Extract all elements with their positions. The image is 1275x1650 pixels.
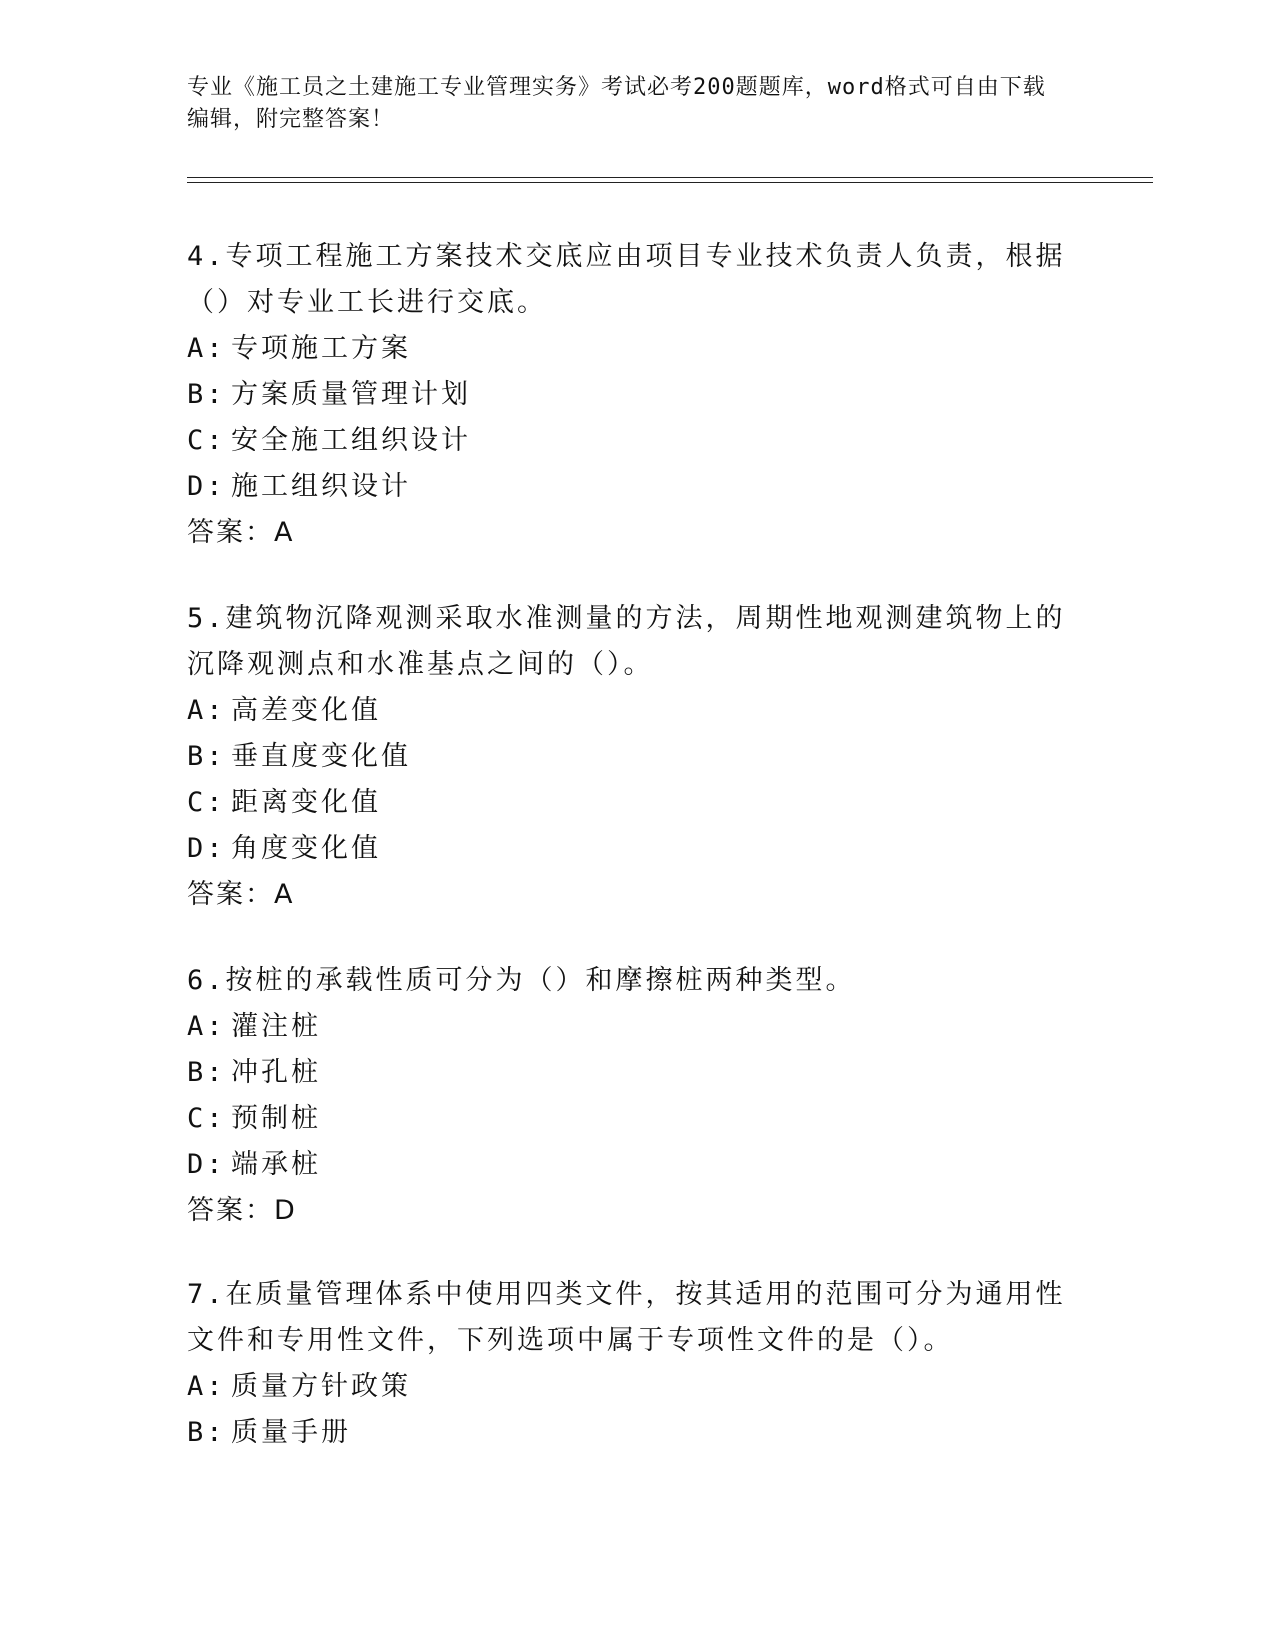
option-text: 冲孔桩 [231, 1057, 321, 1088]
option-b [187, 734, 1067, 780]
answer-line: 答案：A [187, 517, 295, 548]
option-text: 质量手册 [231, 1417, 351, 1448]
option-a [187, 688, 1067, 734]
option-text: 专项施工方案 [231, 333, 411, 364]
option-text: 灌注桩 [231, 1011, 321, 1042]
question-7 [187, 1272, 1067, 1456]
option-key: A: [187, 1371, 226, 1402]
option-c [187, 1096, 1067, 1142]
option-key: C: [187, 787, 226, 818]
option-key: A: [187, 695, 226, 726]
option-key: A: [187, 1011, 226, 1042]
option-key: D: [187, 471, 226, 502]
option-key: B: [187, 1417, 226, 1448]
option-a [187, 1364, 1067, 1410]
question-5 [187, 596, 1067, 918]
option-key: C: [187, 1103, 226, 1134]
option-text: 高差变化值 [231, 695, 381, 726]
option-b [187, 1050, 1067, 1096]
option-d [187, 826, 1067, 872]
option-key: B: [187, 741, 226, 772]
option-text: 角度变化值 [231, 833, 381, 864]
option-key: D: [187, 833, 226, 864]
option-text: 施工组织设计 [231, 471, 411, 502]
header-divider-bottom [187, 182, 1153, 183]
option-key: B: [187, 379, 226, 410]
question-6 [187, 958, 1067, 1234]
option-b [187, 372, 1067, 418]
header-divider-top [187, 177, 1153, 178]
option-text: 方案质量管理计划 [231, 379, 471, 410]
option-key: B: [187, 1057, 226, 1088]
option-text: 距离变化值 [231, 787, 381, 818]
option-key: A: [187, 333, 226, 364]
option-text: 预制桩 [231, 1103, 321, 1134]
answer-line: 答案：A [187, 879, 295, 910]
option-a [187, 326, 1067, 372]
option-b [187, 1410, 1067, 1456]
question-stem: 5.建筑物沉降观测采取水准测量的方法，周期性地观测建筑物上的沉降观测点和水准基点之间的（）。 [187, 603, 1066, 680]
question-stem: 6.按桩的承载性质可分为（）和摩擦桩两种类型。 [187, 965, 856, 996]
option-key: D: [187, 1149, 226, 1180]
option-d [187, 1142, 1067, 1188]
option-c [187, 780, 1067, 826]
option-text: 安全施工组织设计 [231, 425, 471, 456]
option-a [187, 1004, 1067, 1050]
question-stem: 7.在质量管理体系中使用四类文件，按其适用的范围可分为通用性文件和专用性文件，下列选项中属于专项性文件的是（）。 [187, 1279, 1066, 1356]
option-key: C: [187, 425, 226, 456]
question-stem: 4.专项工程施工方案技术交底应由项目专业技术负责人负责，根据（）对专业工长进行交底。 [187, 241, 1066, 318]
option-text: 质量方针政策 [231, 1371, 411, 1402]
answer-line: 答案：D [187, 1195, 297, 1226]
document-header: 专业《施工员之土建施工专业管理实务》考试必考200题题库，word格式可自由下载编辑，附完整答案！ [187, 75, 1046, 132]
question-4 [187, 234, 1067, 556]
option-c [187, 418, 1067, 464]
option-text: 端承桩 [231, 1149, 321, 1180]
option-d [187, 464, 1067, 510]
option-text: 垂直度变化值 [231, 741, 411, 772]
